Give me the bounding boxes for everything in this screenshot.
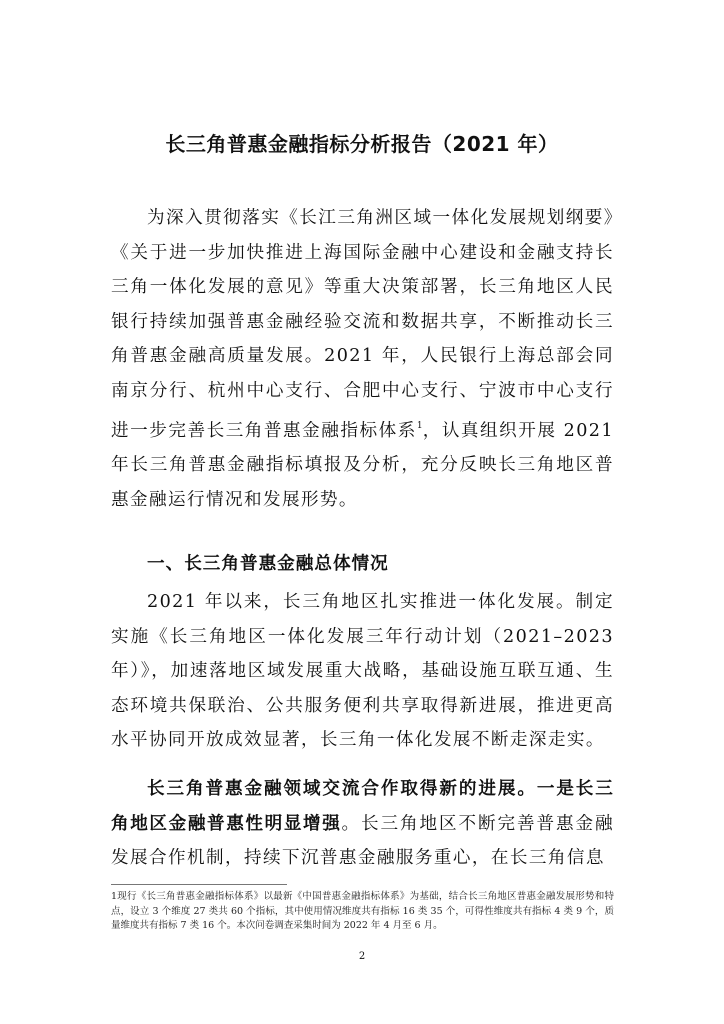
footnote: 1现行《长三角普惠金融指标体系》以最新《中国普惠金融指标体系》为基础，结合长三角地区普惠金融发展形势和特点，设立 3 个维度 27 类共 60 个指标，其中使用情况维度共有指标 16 类 35 个，可得性维度共有指标 4 类 9 个，质量维度共有指标 7 类 16 个。本次问卷调查采集时间为 2022 年 4 月至 6 月。 (111, 891, 614, 931)
intro-paragraph (111, 201, 614, 517)
intro-text-continued: ，认真组织开展 2021 年长三角普惠金融指标填报及分析，充分反映长三角地区普惠金融运行情况和发展形势。 (111, 420, 614, 510)
section-paragraph-1: 2021 年以来，长三角地区扎实推进一体化发展。制定实施《长三角地区一体化发展三年行动计划（2021–2023 年）》，加速落地区域发展重大战略，基础设施互联互通、生态环境共保联治、公共服务便利共享取得新进展，推进更高水平协同开放成效显著，长三角一体化发展不断走深走实。 (111, 592, 614, 751)
bold-lead-text: 长三角普惠金融领域交流合作取得新的进展。一是长三角地区金融普惠性明显增强 (111, 779, 614, 834)
footnote-divider (111, 884, 287, 885)
intro-text: 为深入贯彻落实《长江三角洲区域一体化发展规划纲要》《关于进一步加快推进上海国际金融中心建设和金融支持长三角一体化发展的意见》等重大决策部署，长三角地区人民银行持续加强普惠金融经验交流和数据共享，不断推动长三角普惠金融高质量发展。2021 年，人民银行上海总部会同南京分行、杭州中心支行、合肥中心支行、宁波市中心支行进一步完善长三角普惠金融指标体系 (111, 208, 614, 441)
report-title: 长三角普惠金融指标分析报告（2021 年） (165, 132, 559, 156)
page-number: 2 (358, 951, 366, 962)
section-heading: 一、长三角普惠金融总体情况 (147, 554, 389, 574)
section-paragraph-2 (111, 772, 614, 876)
footnote-marker[interactable]: 1 (416, 420, 423, 431)
paragraph-text: 。长三角地区不断完善普惠金融发展合作机制，持续下沉普惠金融服务重心，在长三角信息 (111, 813, 614, 869)
